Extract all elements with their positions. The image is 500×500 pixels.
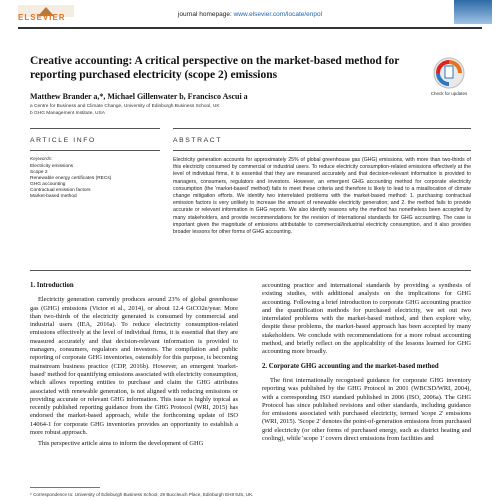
- correspondence-footnote: * Correspondence to: University of Edinburgh Business School, 29 Buccleuch Place, Edinburgh EH8 9JS, UK.: [30, 492, 254, 497]
- homepage-link[interactable]: www.elsevier.com/locate/enpol: [233, 11, 323, 18]
- article-info-top-rule: [30, 128, 160, 129]
- header-divider: [18, 27, 482, 29]
- keywords-label: Keywords:: [30, 157, 53, 162]
- author-list: Matthew Brander a,*, Michael Gillenwater b, Francisco Ascui a: [30, 92, 248, 101]
- journal-homepage: [0, 11, 500, 18]
- keyword: Scope 2: [30, 169, 48, 175]
- intro-paragraph-2: This perspective article aims to inform the development of GHG: [38, 440, 204, 448]
- keyword: Renewable energy certificates (RECs): [30, 175, 112, 181]
- journal-cover-thumbnail: [454, 0, 492, 24]
- check-for-updates-label: Check for updates: [430, 91, 468, 96]
- abstract-end-rule: [30, 270, 471, 271]
- section-heading-introduction: 1. Introduction: [30, 282, 74, 289]
- col2-paragraph-1: accounting practice and international standards by providing a synthesis of existing studies, with additional analysis on the implications for GHG accounting. Following a brief introduction to corporate GHG accounting practice and the quantification methods for purchased electricity, we set out two interrelated problems with the market-based method, and then explore why, despite these problems, the market-based approach has been accepted by many stakeholders. We conclude with recommendations for a more robust accounting method, and briefly reflect on the applicability of the lessons learned for GHG accounting more broadly.: [262, 282, 471, 356]
- keyword: Market-based method: [30, 193, 77, 199]
- abstract-top-rule: [173, 128, 471, 129]
- abstract-bottom-rule: [173, 150, 471, 151]
- keyword: Contractual emission factors: [30, 187, 91, 193]
- affiliation-a: a Centre for Business and Climate Change, University of Edinburgh Business School, UK: [30, 104, 220, 109]
- col2-paragraph-2: The first internationally recognised guidance for corporate GHG inventory reporting was published by the GHG Protocol in 2001 (WBCSD/WRI, 2004), with a corresponding ISO standard published in 2006 (ISO, 2006a). The GHG Protocol has since published revisions and other standards, including guidance for emissions associated with purchased electricity, termed 'scope 2' emissions (WRI, 2015). 'Scope 2' denotes the point-of-generation emissions from purchased grid electricity (or other forms of purchased energy, such as district heating and cooling), while 'scope 1' covers direct emissions from facilities and: [262, 376, 471, 443]
- keyword-list: [30, 164, 111, 199]
- body-column-left: [30, 282, 238, 452]
- publisher-name: ELSEVIER: [18, 13, 66, 22]
- article-info-bottom-rule: [30, 150, 160, 151]
- homepage-prefix: journal homepage:: [177, 11, 234, 18]
- keyword: GHG accounting: [30, 181, 66, 187]
- abstract-heading: ABSTRACT: [173, 137, 223, 144]
- keyword: Electricity emissions: [30, 164, 74, 169]
- body-column-right: [262, 282, 471, 446]
- article-title: Creative accounting: A critical perspective on the market-based method for reporting purchased electricity (scope 2) emissions: [30, 55, 400, 81]
- affiliation-b: b GHG Management Institute, USA: [30, 111, 105, 116]
- intro-paragraph-1: Electricity generation currently produces around 23% of global greenhouse gas (GHG) emissions (Victor et al., 2014), or about 12.4 GtCO2e/year. More than two-thirds of the electricity generated is consumed by commercial and industrial users (IEA, 2016a). To reduce electricity consumption-related emissions effectively at the level of individual firms, it is essential that they are measured accurately and that decision-relevant information is provided to managers, consumers, regulators and investors. The compilation and public reporting of corporate GHG inventories, ostensibly for this purpose, is becoming mainstream business practice (CDP, 2016b). However, an emergent 'market-based' method for quantifying emissions associated with electricity consumption, which allows reporting entities to purchase and claim the GHG attributes associated with renewable generation, is not aligned with reducing emissions or providing accurate or relevant GHG information. This issue is highly topical as recently published reporting guidance from the GHG Protocol (WRI, 2015) has endorsed the market-based approach, while the forthcoming update of ISO 14064-1 for corporate GHG inventories provides an opportunity to establish a more robust approach.: [30, 296, 238, 437]
- abstract-text: Electricity generation accounts for approximately 25% of global greenhouse gas (GHG) emissions, with more than two-thirds of this electricity consumed by commercial or industrial users. To reduce electricity consumption-related emissions effectively at the level of individual firms, it is essential that they are measured accurately and that decision-relevant information is provided to managers, consumers, regulators and investors. However, an emergent GHG accounting method for corporate electricity consumption (the 'market-based' method) fails to meet these criteria and therefore is likely to lead to a misallocation of climate change mitigation efforts. We identify two interrelated problems with the market-based method: 1. purchasing contractual emission factors is very unlikely to increase the amount of renewable electricity generation; and 2. the method fails to provide accurate or relevant information in GHG reports. We also identify reasons why the method has nonetheless been accepted by many stakeholders, and provide recommendations for the revision of international standards for GHG accounting. The case is important given the magnitude of emissions attributable to commercial/industrial electricity consumption, and it also provides broader lessons for other forms of GHG accounting.: [173, 157, 471, 236]
- section-heading-2: 2. Corporate GHG accounting and the market-based method: [262, 362, 439, 370]
- check-for-updates-icon[interactable]: [432, 56, 466, 90]
- footnote-rule: [30, 487, 100, 488]
- article-info-heading: ARTICLE INFO: [30, 137, 96, 144]
